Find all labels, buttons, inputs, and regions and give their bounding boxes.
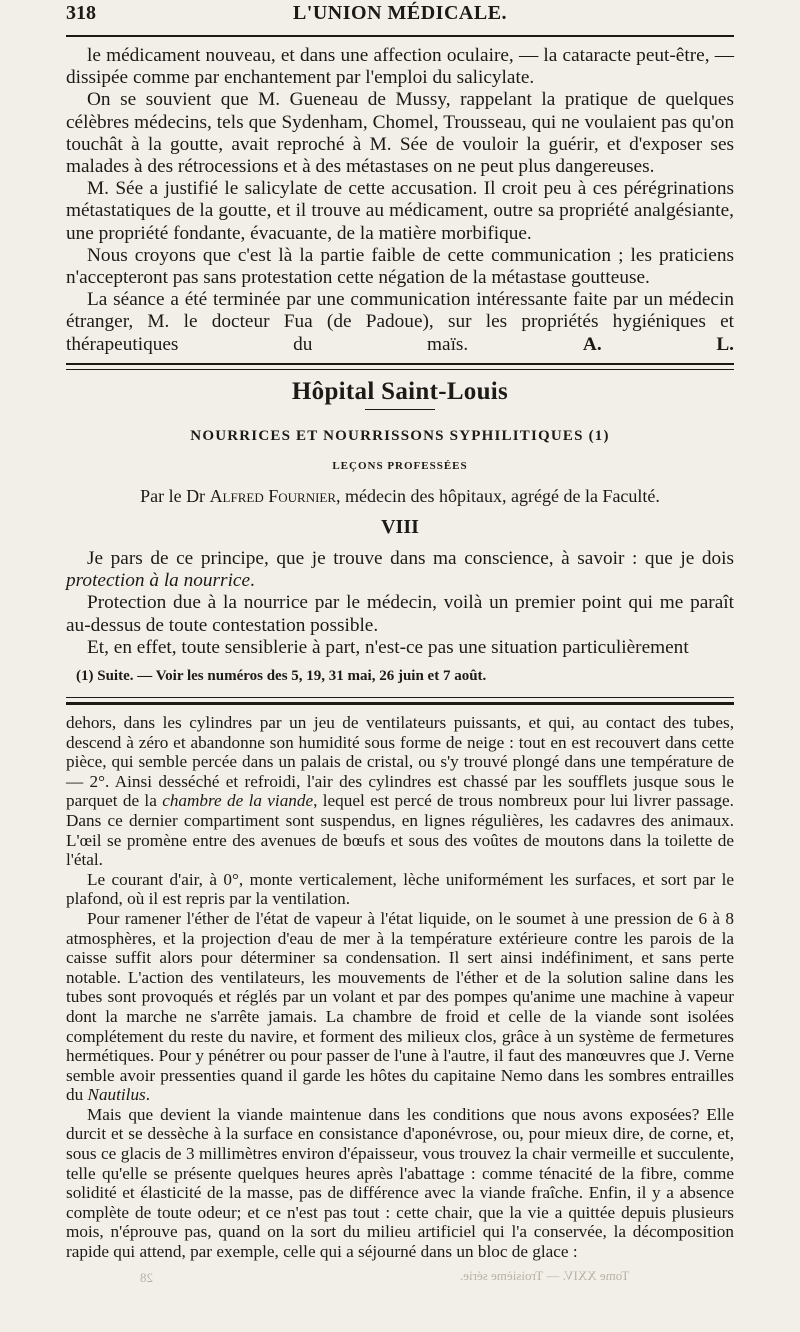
lecture-subtitle: LEÇONS PROFESSÉES bbox=[332, 460, 468, 472]
feuilleton-paragraph bbox=[66, 713, 734, 870]
section-number: VIII bbox=[381, 516, 419, 538]
report-paragraph: La séance a été terminée par une communication intéressante faite par un médecin étranger, M. le docteur Fua (de Padoue), sur les propriétés hygiéniques et thérapeutiques du maïs. bbox=[66, 289, 734, 355]
lecture-text: Je pars de ce principe, que je trouve dans ma conscience, à savoir : que je dois bbox=[87, 548, 734, 569]
feuilleton-text: , lequel est percé de trous nombreux pour lui livrer passage. Dans ce dernier compartiment sont suspendus, en lignes régulières, les cadavres des animaux. L'œil se promène entre des avenues de bœufs et sous des voûtes de moutons dans la toilette de l'étal. bbox=[66, 791, 734, 870]
feuilleton-section bbox=[66, 713, 734, 1262]
report-paragraph: Nous croyons que c'est là la partie faible de cette communication ; les praticiens n'accepteront pas sans protestation cette négation de la métastase goutteuse. bbox=[66, 244, 734, 289]
feuilleton-rule-thin bbox=[66, 697, 734, 698]
feuilleton-emphasis: Nautilus bbox=[87, 1085, 146, 1105]
lecture-title: NOURRICES ET NOURRISSONS SYPHILITIQUES (1) bbox=[190, 428, 610, 444]
section-rule-thick bbox=[66, 363, 734, 365]
bleed-through-tome: Tome XXIV. — Troisième série. bbox=[460, 1268, 630, 1283]
footnote: (1) Suite. — Voir les numéros des 5, 19, 31 mai, 26 juin et 7 août. bbox=[76, 668, 487, 684]
feuilleton-emphasis: chambre de la viande bbox=[162, 791, 314, 811]
page-header bbox=[66, 2, 734, 28]
author-prefix: Par le Dr bbox=[140, 486, 206, 506]
lecture-paragraph: Et, en effet, toute sensiblerie à part, n'est-ce pas une situation particulièrement bbox=[87, 636, 689, 658]
lecture-paragraph bbox=[66, 548, 734, 592]
journal-title: L'UNION MÉDICALE. bbox=[292, 2, 508, 24]
header-rule bbox=[66, 35, 734, 37]
feuilleton-paragraph: Le courant d'air, à 0°, monte verticalement, lèche uniformément les surfaces, et sort par le plafond, où il est repris par la ventilation. bbox=[66, 869, 734, 909]
bleed-through-page: 28 bbox=[140, 1270, 153, 1285]
signature: A. L. bbox=[582, 333, 734, 355]
author-name: Alfred Fournier bbox=[209, 486, 337, 506]
lecture-emphasis: protection à la nourrice bbox=[66, 570, 251, 592]
feuilleton-rule-thick bbox=[66, 702, 734, 705]
feuilleton-text: Pour ramener l'éther de l'état de vapeur à l'état liquide, on le soumet à une pression de 6 à 8 atmosphères, et la projection d'eau de mer à la température extérieure contre les parois de la caisse suffit alors pour déterminer sa condensation. Il sert ainsi indéfiniment, et sans perte notable. L'action des ventilateurs, les mouvements de l'éther et de la solution saline dans les tubes sont provoqués et réglés par un volant et par des pompes qu'anime une machine à vapeur dont la marche ne s'arrête jamais. La chambre de froid et celle de la viande sont isolées complétement du reste du navire, et forment des milieux clos, grâce à un système de fermetures hermétiques. Pour y pénétrer ou pour passer de l'une à l'autre, il faut des manœuvres que J. Verne semble avoir pressenties quand il garde les hôtes du capitaine Nemo dans les sombres entrailles du bbox=[66, 908, 734, 1105]
report-paragraph-signed bbox=[66, 289, 734, 356]
report-paragraph: M. Sée a justifié le salicylate de cette accusation. Il croit peu à ces pérégrinations métastatiques de la goutte, et il trouve au médicament, outre sa propriété analgésiante, une propriété fondante, évacuante, de la matière morbifique. bbox=[66, 178, 734, 244]
report-paragraph: le médicament nouveau, et dans une affection oculaire, — la cataracte peut-être, — dissipée comme par enchantement par l'emploi du salicylate. bbox=[66, 45, 734, 89]
report-paragraph: On se souvient que M. Gueneau de Mussy, rappelant la pratique de quelques célèbres médecins, tels que Sydenham, Chomel, Trousseau, qui ne voulaient pas qu'on touchât à la goutte, avait reproché à M. Sée de vouloir la guérir, et d'exposer ses malades à des rétrocessions et à des métastases on ne peut plus dangereuses. bbox=[66, 89, 734, 178]
author-line bbox=[66, 486, 734, 507]
feuilleton-text: dehors, dans les cylindres par un jeu de ventilateurs puissants, et qui, au contact des tubes, descend à zéro et abandonne son humidité sous forme de neige : tout en est recouvert dans cette pièce, qui semble percée dans un palais de cristal, ou s'y trouvé plongé dans une température de — 2°. Ainsi desséché et refroidi, l'air des cylindres est chassé par les soufflets jusque sous le parquet de la bbox=[66, 713, 734, 811]
lecture-paragraph: Protection due à la nourrice par le médecin, voilà un premier point qui me paraît au-dessus de toute contestation possible. bbox=[66, 592, 734, 636]
feuilleton-text: . bbox=[145, 1085, 151, 1105]
academy-report-section bbox=[66, 45, 734, 356]
lecture-text: . bbox=[250, 570, 255, 592]
feuilleton-paragraph: Mais que devient la viande maintenue dans les conditions que nous avons exposées? Elle durcit et se dessèche à la surface en consistance d'aponévrose, ou, pour mieux dire, de corne, et, sous ce glacis de 3 millimètres environ d'épaisseur, vous trouvez la chair vermeille et succulente, telle qu'elle se présente quelques heures après l'abattage : comme ténacité de la fibre, comme solidité et élasticité de la masse, pas de différence avec la viande fraîche. Enfin, il y a absence complète de toute odeur; et ce n'est pas tout : cette chair, que la vie a quittée depuis plusieurs mois, n'éprouve pas, quand on la sort du milieu artificiel qui l'a conservée, la décomposition rapide qui attend, par exemple, celle qui a séjourné dans un bloc de glace : bbox=[66, 1104, 734, 1262]
hospital-title: Hôpital Saint-Louis bbox=[291, 378, 509, 405]
lecture-body bbox=[66, 548, 734, 659]
feuilleton-paragraph bbox=[66, 909, 734, 1105]
author-credentials: , médecin des hôpitaux, agrégé de la Faculté. bbox=[336, 486, 660, 506]
title-underline bbox=[365, 409, 435, 410]
page-number: 318 bbox=[66, 2, 96, 24]
section-rule-thin bbox=[66, 369, 734, 370]
